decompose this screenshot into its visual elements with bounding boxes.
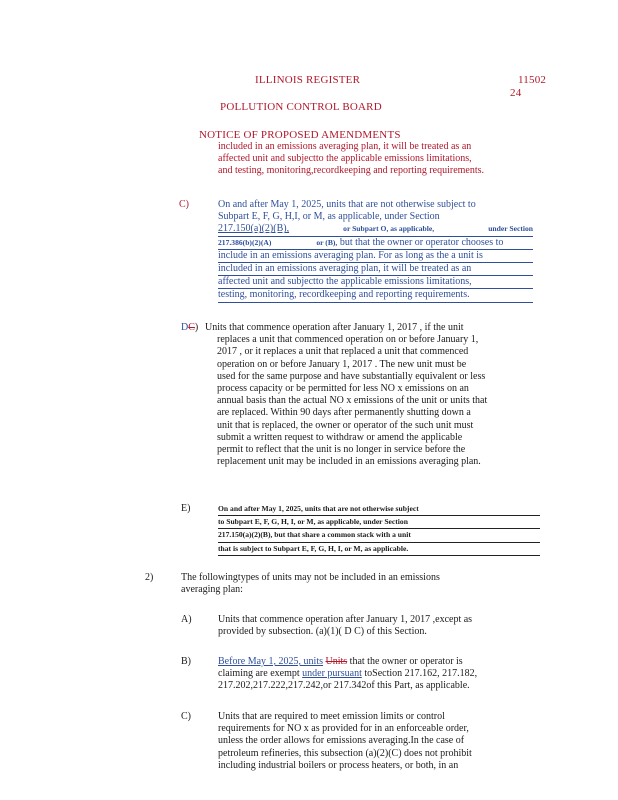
register-title: ILLINOIS REGISTER: [255, 74, 361, 86]
inserted-text: Before May 1, 2025, units: [218, 656, 323, 667]
text-line: including industrial boilers or process heaters, or both, in an: [218, 759, 459, 771]
page-number: 11502: [518, 74, 547, 86]
text-line: petroleum refineries, this subsection (a)(2)(C) does not prohibit: [218, 747, 472, 759]
item-d-marker: [181, 322, 198, 333]
board-name: POLLUTION CONTROL BOARD: [220, 101, 382, 113]
item-d-paragraph: [205, 322, 535, 468]
inline-text: but that the owner or operator chooses to: [339, 236, 504, 248]
inline-text: that the owner or operator is: [349, 656, 463, 667]
text-line: requirements for NO x as provided for in an enforceable order,: [218, 723, 469, 735]
text-line: replaces a unit that commenced operation on or before January 1,: [217, 334, 479, 346]
item-2-paragraph: [181, 572, 511, 596]
text-line: included in an emissions averaging plan, it will be treated as an: [218, 263, 533, 276]
text-line: [218, 656, 528, 668]
section-ref: 217.386(b)(2)(A): [218, 237, 272, 247]
item-2b-paragraph: [218, 656, 528, 693]
item-c-marker: C): [179, 199, 189, 210]
text-line: include in an emissions averaging plan. For as long as the a unit is: [218, 250, 533, 263]
text-line: replacement unit may be included in an emissions averaging plan.: [217, 456, 481, 468]
section-ref: 217.150(a)(2)(B),: [218, 223, 290, 235]
inline-text: Section 217.162, 217.182,: [372, 668, 478, 680]
text-line: submit a written request to withdraw or amend the applicable: [217, 431, 463, 443]
text-line: used for the same purpose and have substantially equivalent or less: [217, 370, 486, 382]
text-line: unless the order allows for emissions averaging.In the case of: [218, 735, 465, 747]
text-line: included in an emissions averaging plan, it will be treated as an: [218, 141, 472, 152]
text-line: The followingtypes of units may not be included in an emissions: [181, 572, 440, 583]
item-2a-paragraph: [218, 614, 528, 638]
item-2-marker: 2): [145, 572, 154, 583]
text-line: operation on or before January 1, 2017 . The new unit must be: [217, 358, 467, 370]
text-line: are replaced. Within 90 days after permanently shutting down a: [217, 407, 471, 419]
text-line: provided by subsection. (a)(1)( D C) of this Section.: [218, 626, 427, 638]
text-line: Subpart E, F, G, H,I, or M, as applicable, under Section: [218, 211, 440, 223]
text-line: 217.202,217.222,217.242,or 217.342of this Part, as applicable.: [218, 680, 470, 692]
notice-heading: NOTICE OF PROPOSED AMENDMENTS: [199, 129, 401, 141]
text-line: that is subject to Subpart E, F, G, H, I, or M, as applicable.: [218, 543, 540, 556]
text-line: 2017 , or it replaces a unit that replaced a unit that commenced: [217, 346, 469, 358]
text-line: [218, 668, 528, 680]
deleted-text: Units: [325, 656, 348, 667]
inline-text: or (B),: [316, 237, 338, 247]
item-e-marker: E): [181, 503, 191, 514]
item-e-paragraph: [218, 503, 540, 556]
text-line: On and after May 1, 2025, units that are not otherwise subject to: [218, 199, 476, 210]
text-line: On and after May 1, 2025, units that are not otherwise subject: [218, 503, 540, 516]
continuation-paragraph: [218, 141, 521, 178]
marker-paren: ): [194, 322, 199, 333]
text-line: Units that commence operation after January 1, 2017 , if the unit: [205, 322, 464, 333]
text-line: 217.150(a)(2)(B), but that share a common stack with a unit: [218, 529, 540, 542]
text-line: [218, 223, 533, 236]
text-line: to Subpart E, F, G, H, I, or M, as applicable, under Section: [218, 516, 540, 529]
inline-text: claiming are exempt: [218, 668, 300, 680]
inline-text: or Subpart O, as applicable,: [343, 224, 435, 234]
text-line: Units that commence operation after January 1, 2017 ,except as: [218, 614, 473, 625]
text-line: annual basis than the actual NO x emissions of the unit or units that: [217, 395, 488, 407]
text-line: [218, 237, 533, 250]
text-line: affected unit and subjectto the applicable emissions limitations,: [218, 276, 533, 289]
text-line: affected unit and subjectto the applicable emissions limitations,: [218, 153, 472, 165]
item-2c-marker: C): [181, 711, 191, 722]
marker-deleted: C: [188, 322, 195, 333]
item-c-paragraph: [218, 199, 533, 303]
text-line: Units that are required to meet emission limits or control: [218, 711, 445, 722]
text-line: and testing, monitoring,recordkeeping and reporting requirements.: [218, 165, 485, 177]
text-line: permit to reflect that the unit is no longer in service before the: [217, 444, 466, 456]
issue-number: 24: [510, 87, 522, 99]
item-2c-paragraph: [218, 711, 528, 772]
text-line: unit that is replaced, the owner or operator of the such unit must: [217, 419, 474, 431]
inline-text: under Section: [488, 224, 533, 234]
text-line: testing, monitoring, recordkeeping and reporting requirements.: [218, 289, 533, 302]
marker-new: D: [181, 322, 189, 333]
inserted-text: under pursuant: [302, 668, 362, 680]
text-line: averaging plan:: [181, 584, 243, 596]
inline-text: to: [364, 668, 373, 680]
item-2a-marker: A): [181, 614, 192, 625]
item-2b-marker: B): [181, 656, 191, 667]
text-line: process capacity or be permitted for less NO x emissions on an: [217, 383, 469, 395]
